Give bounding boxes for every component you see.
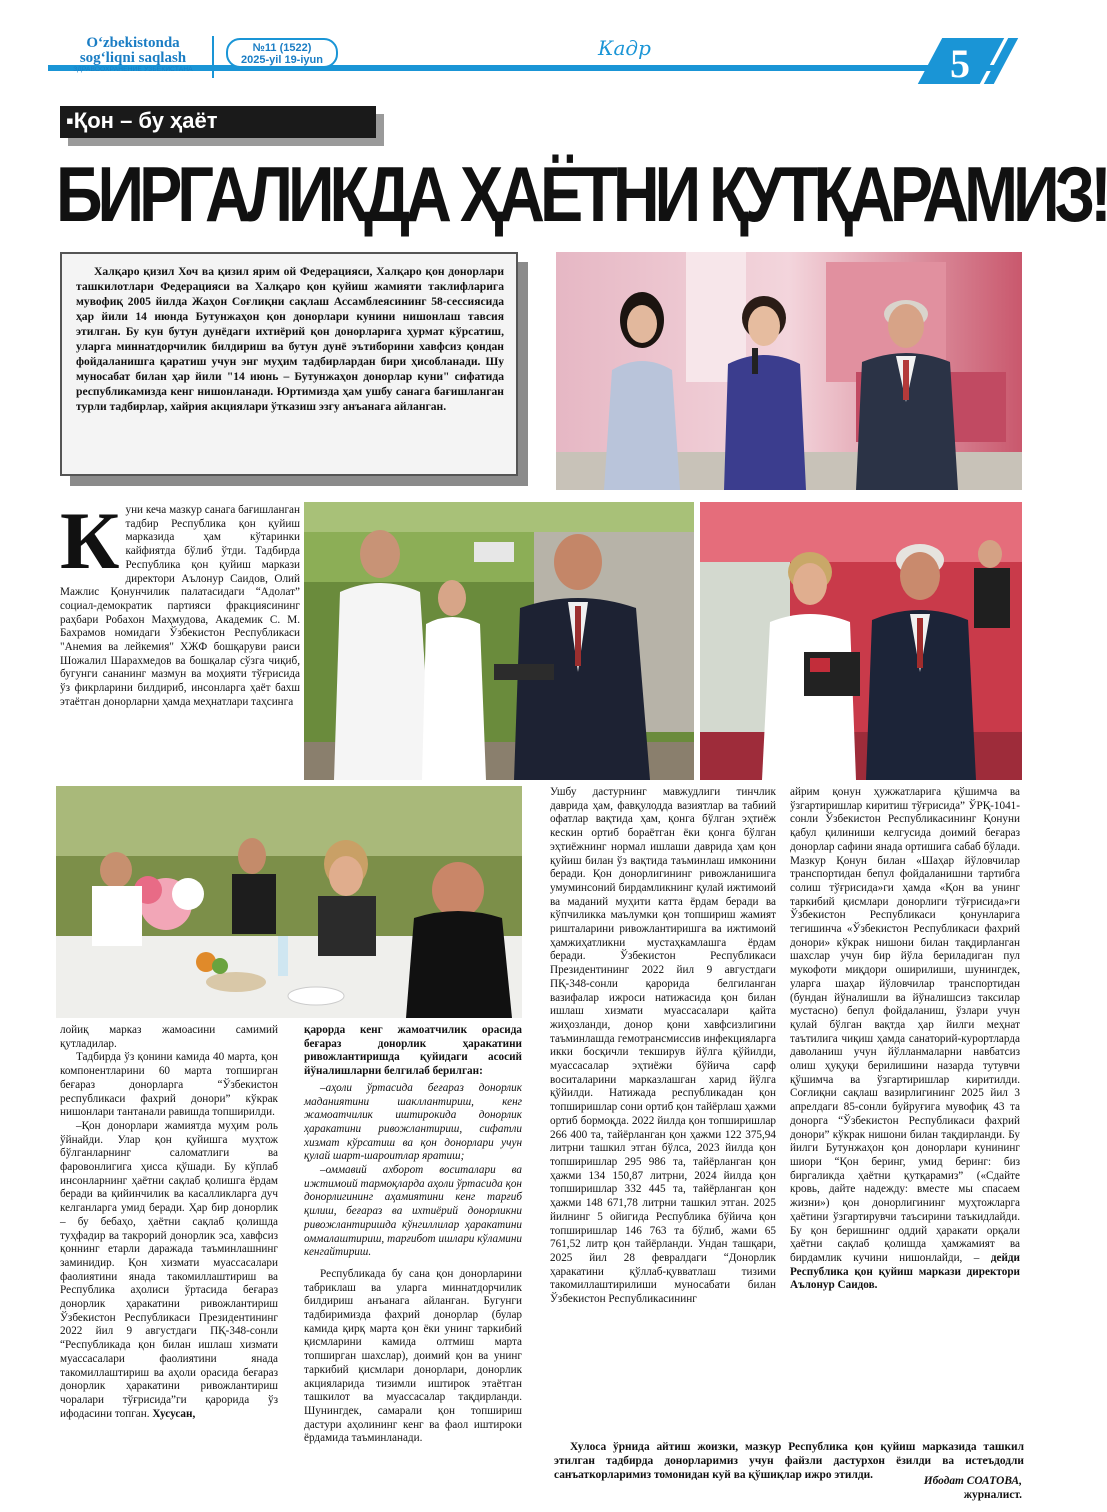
page-number: 5 (950, 41, 970, 86)
issue-number: №11 (1522) (252, 42, 312, 54)
photo-festive-table (56, 786, 522, 1018)
photo-honorary-donor (700, 502, 1022, 780)
lead-box (60, 252, 518, 476)
article-paragraph (790, 786, 1020, 1293)
brand-line-3: ЗДРАВООХРАНЕНИЕ УЗБЕКИСТАНА (73, 66, 193, 73)
rubric-label (60, 106, 376, 138)
article-paragraph: Ушбу дастурнинг мавжудлиги тинчлик даврида ҳам, фавқулодда вазиятлар ва табиий офатлар вақтида ҳам, қонга бўлган эҳтиёж кескин ортиб бораётган ёки қонга бўлган эҳтиёжнинг нормал ишлаши даврида ҳам қон қуйиш билан ўз вақтида таъминлаш имконини беради. Қон донорлигининг ривожланишига умуминсоний бирдамликнинг қулай ижтимоий ва маданий муҳити катта ёрдам беради ва кўпчиликка маълумки қон топшириш жамият риштaларини ривожлантиришга ва ижтимоий ҳамжиҳатликни мустаҳкамлашга ёрдам беради. Ўзбекистон Республикаси Президентининг 2022 йил 9 августдаги ПҚ-348-сонли қарорида белгиланган вазифалар ижроси натижасида қон билан ишлаш хизмати муассасалари қайта жиҳозланди, донор қони хавфсизлигини таъминлашда гемотрансмиссив инфекцияларга икки босқичли текширув йўлга қўйилди, муассасалар эҳтиёжи бўйича сарф воситаларини марказлашган харид йўлга қўйилди. Натижада республикадан қон топширишлар сони ортиб қон тайёрлаш ҳажми ортиб бормоқда. 2022 йилда қон топширишлар 266 400 та, тайёрланган қон ҳажми 122 375,94 литрни ташкил этган бўлса, 2023 йилда қон топширишлар 295 986 та, тайёрланган қон ҳажми 134 150,87 литрни, 2024 йилда қон топширишлар 332 445 та, тайёрланган қон ҳажми 148 671,78 литрни ташкил этган. 2025 йилнинг 5 ойигида Республика бўйича қон топширишлар 146 763 та бўлиб, жами 65 761,52 литр қон тайёрланди. Ундан ташқари, 2025 йил 28 февралдаги “Донорлик ҳаракатини қўллаб-қувватлаш тизими такомиллаштирилиши муносабати билан Ўзбекистон Республикасининг (550, 786, 776, 1306)
brand-line-1: O‘zbekistonda (86, 35, 180, 51)
article-paragraph: лойиқ марказ жамоасини самимий қутладилар. (60, 1024, 278, 1050)
article-text-bold: Хусусан, (152, 1407, 196, 1420)
quote-attribution: дейди Республика қон қуйиш маркази директори Аълонур Саидов. (790, 1251, 1021, 1292)
section-title: Кадр (598, 36, 651, 60)
text-column-3 (550, 786, 776, 1438)
dropcap-letter: К (60, 495, 120, 586)
article-paragraph (60, 1120, 278, 1421)
photo-speakers (556, 252, 1022, 490)
list-item: –аҳоли ўртасида беғараз донорлик маданиятини шакллантириш, кенг жамоатчилик иштирокида донорлик ҳаракатини ривожлантириш, сифатли хизмат кўрсатиш ва қон донорлари учун қулай шарт-шароитлар яратиш; (304, 1081, 522, 1163)
text-column-1-lower (60, 1024, 278, 1444)
page-number-badge (930, 38, 1014, 86)
article-paragraph: қарорда кенг жамоатчилик орасида беғараз донорлик ҳаракатини ривожлантиришда қуйидаги асосий йўналишларни белгилаб берилган: (304, 1024, 522, 1078)
rubric-text: ▪Қон – бу ҳаёт (66, 108, 218, 133)
article-text: айрим қонун ҳужжатларига қўшимча ва ўзгартиришлар киритиш тўғрисида” ЎРҚ-1041-сонли Ўзбекистон Республикасининг Қонуни қабул қилиниши келгусида доимий беғараз донорлар сафини янада ортишига сабаб бўлади. Мазкур Қонун билан «Шаҳар йўловчилар транспортидан бепул фойдаланишни тартибга солиш тўғрисида»ги ҳамда «Қон ва унинг таркибий қисмлари донорлиги тўғрисида»ги Ўзбекистон Республикаси қонунларига тегишинча «Ўзбекистон Республикаси фахрий донори» кўкрак нишони билан тақдирланган шахслар учун бир йўла бериладиган пул мукофоти миқдори оширилиши, шунингдек, уларга шаҳар йўловчилар транспортидан (бундан йўналишли ва йўналишсиз таксилар мустасно) бепул фойдаланиш, ўзлари учун қулай бўлган вақтда ҳар йилги меҳнат таътилига чиқиш ҳамда санаторий-курортларда даволаниш учун йўлланмаларни навбатсиз олиш ҳуқуқи берилишини назарда тутувчи қўшимча ва ўзгартиришлар киритилди. Соғлиқни сақлаш вазирлигининг 2025 йил 3 апрелдаги 85-сонли буйруғига мувофиқ 43 та донорга “Ўзбекистон Республикаси фахрий донори” кўкрак нишони билан тақдирланди. Бу йилги Бутунжаҳон қон донорлари кунининг шиори “Қон беринг, умид беринг: биз биргаликда ҳаётни қутқарамиз” («Сдайте кровь, дайте надежду: вместе мы спасаем жизни») қон донорлигининг муҳтожларга ҳаётини ўзгартирувчи таъсирини таъкидлайди. Бу қон беришнинг оддий ҳаракати орқали ҳаётни сақлаб қолишда ҳамжамият ва бирдамлик кучини нишонлайди, – (790, 786, 1020, 1264)
article-headline: БИРГАЛИКДА ҲАЁТНИ ҚУТҚАРАМИЗ! (56, 150, 1107, 238)
article-paragraph: Республикада бу сана қон донорларини табриклаш ва уларга миннатдорчилик билдириш анъанага айланган. Бугунги тадбиримизда фахрий донорлар (булар камида қирқ марта қон ёки унинг таркибий қисмларини камида олтмиш марта топширган шахслар), доимий қон ва унинг таркибий қисмлари донорлари, донорлик акцияларида тизимли иштирок этаётган ташкилот ва муассасалар тақдирланди. Шунингдек, самарали қон топшириш дастури аҳолининг кенг ва фаол иштироки ёрдамида таъминланади. (304, 1267, 522, 1445)
lead-text: Халқаро қизил Хоч ва қизил ярим ой Федерацияси, Халқаро қон донорлари ташкилотлари Федерацияси ва Халқаро қон қуйиш жамияти таклифларига мувофиқ 2005 йилда Жаҳон Соғлиқни сақлаш Ассамблеясининг 58-сессиясида ҳар йили 14 июнда Бутунжаҳон қон донорлари кунини нишонлаш тавсия этилган. Бу кун бутун дунёдаги ихтиёрий қон донорларига ҳурмат кўрсатиш, уларга миннатдорчилик билдириш ва бутун дунё эътиборини хавфсиз қондан фойдаланишга қаратиш учун энг муҳим тадбирлардан бири ҳисобланади. Шу муносабат билан ҳар йили "14 июнь – Бутунжаҳон донорлар куни" сифатида республикамизда кенг нишонланади. Юртимизда ҳам ушбу санага бағишланган турли тадбирлар, хайрия акциялари ўтказиш эзгу анъанага айланган. (76, 265, 504, 413)
text-column-2 (304, 1024, 522, 1444)
issue-date: 2025-yil 19-iyun (241, 54, 323, 66)
article-paragraph: Тадбирда ўз қонини камида 40 марта, қон компонентларини 60 марта топширган беғараз донорларга “Ўзбекистон республикаси фахрий донори” кўкрак нишонлари тантанали равишда топширилди. (60, 1051, 278, 1119)
masthead-logo (58, 36, 208, 74)
closing-text: Хулоса ўрнида айтиш жоизки, мазкур Республика қон қуйиш марказида ташкил этилган тадбирда донорларимиз учун файзли дастурхон ёзилди ва истеъдодли санъаткорларимиз томонидан куй ва қўшиқлар ижро этилди. (554, 1441, 1024, 1481)
article-paragraph: уни кеча мазкур санага бағишланган тадбир Республика қон қуйиш марказида ҳам кўтаринки кайфиятда бўлиб ўтди. Тадбирда Республика қон қуйиш маркази директори Аълонур Саидов, Олий Мажлис Қонунчилик палатасидаги “Адолат” социал-демократик партияси фракциясининг раҳбари Робахон Маҳмудова, Академик С. М. Бахрамов номидаги Ўзбекистон Республикаси "Анемия ва лейкемия" ХЖФ бошқаруви раиси Шожалил Шарахмедов ва бошқалар сўзга чиқиб, бугунги сананинг мазмун ва моҳияти тўғрисида ўз фикрларини билдириб, инсонларга ҳаёт бахш этаётган донорларни ҳамда меҳнатлари таҳсинга (60, 504, 301, 708)
brand-line-2: sog‘liqni saqlash (79, 50, 187, 66)
list-item: –оммавий ахборот воситалари ва ижтимоий тармоқларда аҳоли ўртасида қон донорлигининг аҳамиятини кенг тарғиб қилиш, беғараз ва ихтиёрий донорликни ривожлантиришда кўнгиллилар ҳаракатини оммалаштириш, тарғибот ишлари кўламини кенгайтириш. (304, 1164, 522, 1259)
text-column-4 (790, 786, 1020, 1438)
issue-badge (226, 38, 338, 68)
photo-award-handshake (304, 502, 694, 780)
article-text: –Қон донорлари жамиятда муҳим роль ўйнайди. Улар қон қуйишга муҳтож бўлганларнинг саломатлиги ва фаровонлигига ҳисса қўшади. Бу кўплаб инсонларнинг ҳаётни сақлаб қолишга ёрдам беради ва қийинчилик ва касалликларга дуч келганларга умид беради. Ҳар бир донорлик – бу бебаҳо, ҳаётни сақлаб қолишда туҳфадир ва такрорий донорлик эса, хавфсиз қоннинг етарли даражада таъминлашнинг заминидир. Қон хизмати муассасалари фаолиятини янада такомиллаштириш ва Республика аҳолиси ўртасида беғараз донорлик ҳаракатини ривожлантириш Ўзбекистон Республикаси Президентининг 2022 йил 9 августдаги ПҚ-348-сонли “Республикада қон билан ишлаш хизмати муассасалари фаолиятини янада такомиллаштириш ва аҳоли орасида беғараз донорлик ҳаракатини ривожлантириш чоралари тўғрисида”ги қарорида ўз ифодасини топган. (60, 1119, 278, 1420)
text-column-1-upper (60, 495, 301, 778)
author-name: Ибодат СОАТОВА, (923, 1475, 1022, 1487)
author-role: журналист. (963, 1489, 1022, 1501)
author-signature (924, 1474, 1022, 1502)
header-divider (212, 36, 214, 78)
